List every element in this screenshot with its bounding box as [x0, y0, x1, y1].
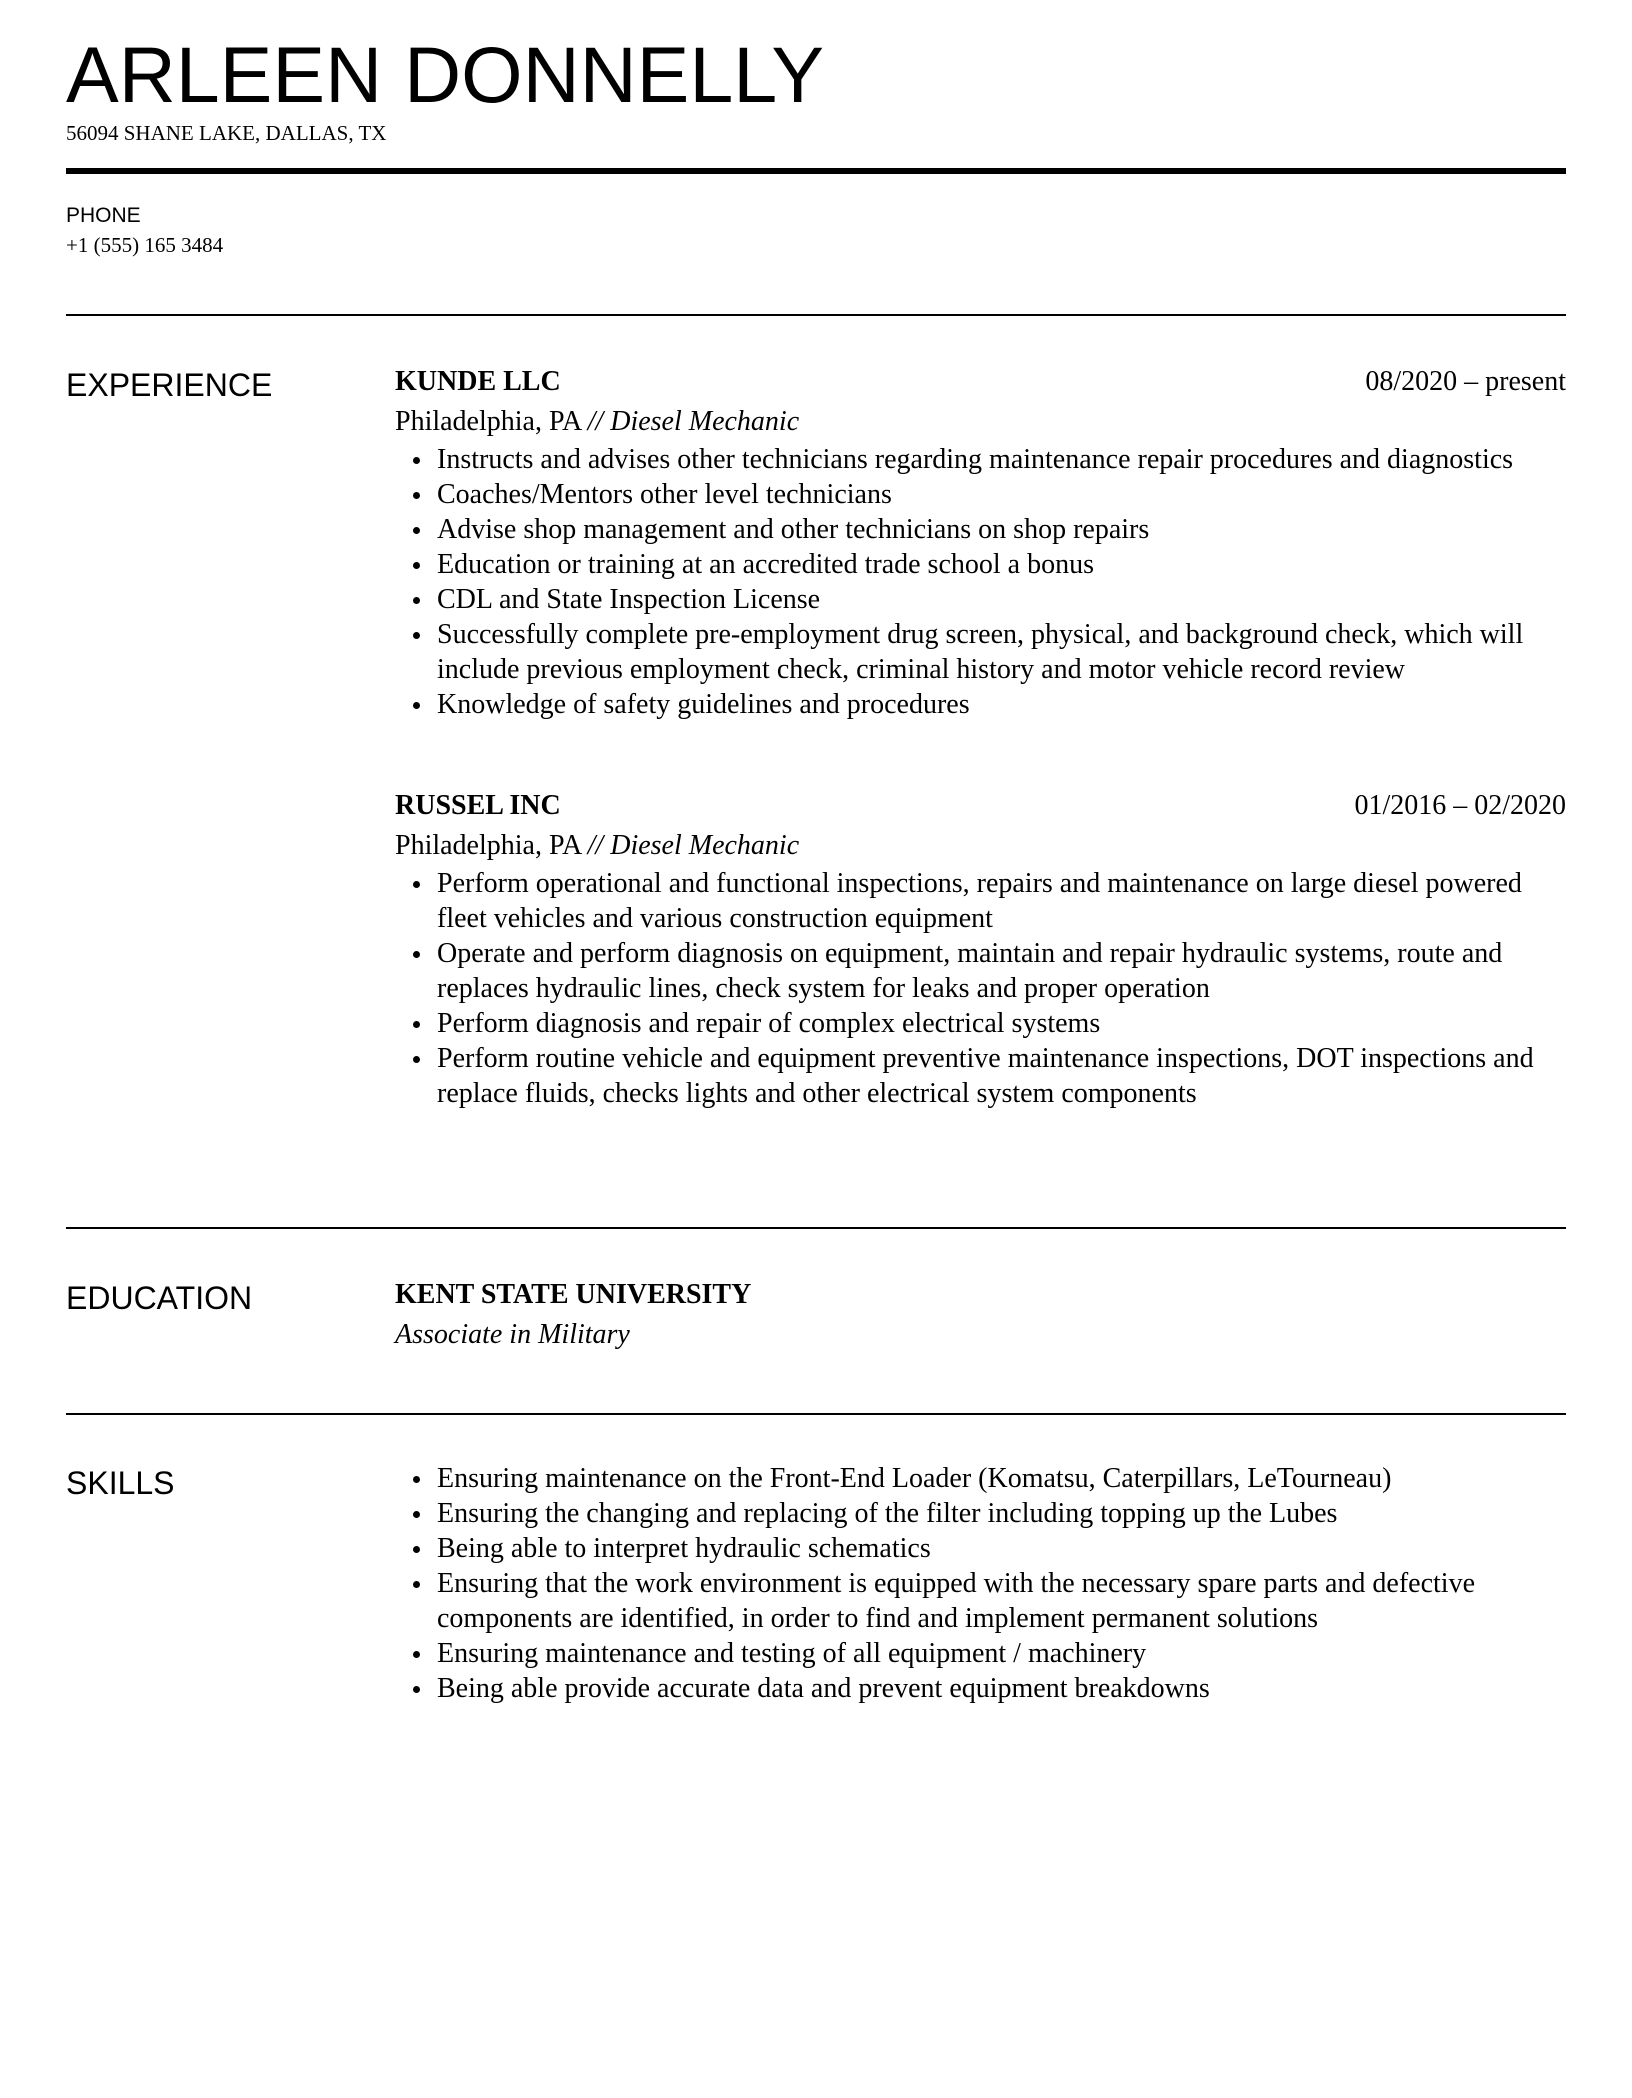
job-bullet: Instructs and advises other technicians regarding maintenance repair procedures and diagnostics [437, 442, 1566, 477]
education-degree: Associate in Military [395, 1319, 630, 1350]
job-dates: 08/2020 – present [1365, 366, 1566, 397]
job-bullets [395, 866, 1566, 1111]
job-bullet: Education or training at an accredited trade school a bonus [437, 547, 1566, 582]
section-title-experience: EXPERIENCE [66, 367, 273, 403]
job-bullet: Coaches/Mentors other level technicians [437, 477, 1566, 512]
job-bullet: Operate and perform diagnosis on equipment, maintain and repair hydraulic systems, route and replaces hydraulic lines, check system for leaks and proper operation [437, 936, 1566, 1006]
skills-content [395, 1461, 1566, 1706]
job-bullet: CDL and State Inspection License [437, 582, 1566, 617]
job-bullet: Successfully complete pre-employment drug screen, physical, and background check, which will include previous employment check, criminal history and motor vehicle record review [437, 617, 1566, 687]
job-subline [395, 402, 1566, 442]
job-bullets [395, 442, 1566, 722]
education-school: KENT STATE UNIVERSITY [395, 1279, 752, 1310]
job-bullet: Knowledge of safety guidelines and procedures [437, 687, 1566, 722]
candidate-address: 56094 SHANE LAKE, DALLAS, TX [66, 121, 387, 145]
job-entry [395, 786, 1566, 1111]
job-role: Diesel Mechanic [610, 830, 800, 861]
divider-education [66, 1227, 1566, 1229]
skill-item: Being able to interpret hydraulic schematics [437, 1531, 1566, 1566]
experience-content [395, 362, 1566, 1111]
job-bullet: Perform routine vehicle and equipment preventive maintenance inspections, DOT inspections and replace fluids, checks lights and other electrical system components [437, 1041, 1566, 1111]
candidate-name: ARLEEN DONNELLY [66, 30, 825, 119]
section-title-skills: SKILLS [66, 1465, 175, 1501]
job-subline [395, 826, 1566, 866]
job-separator: // [587, 406, 604, 437]
job-location: Philadelphia, PA [395, 406, 581, 437]
skill-item: Ensuring that the work environment is equipped with the necessary spare parts and defective components are identified, in order to find and implement permanent solutions [437, 1566, 1566, 1636]
section-title-education: EDUCATION [66, 1280, 253, 1316]
phone-label: PHONE [66, 204, 141, 227]
job-role: Diesel Mechanic [610, 406, 800, 437]
job-header [395, 362, 1566, 402]
header-divider [66, 168, 1566, 174]
job-header [395, 786, 1566, 826]
job-bullet: Perform diagnosis and repair of complex electrical systems [437, 1006, 1566, 1041]
job-company: KUNDE LLC [395, 366, 561, 397]
job-company: RUSSEL INC [395, 790, 561, 821]
job-bullet: Perform operational and functional inspections, repairs and maintenance on large diesel powered fleet vehicles and various construction equipment [437, 866, 1566, 936]
skill-item: Being able provide accurate data and prevent equipment breakdowns [437, 1671, 1566, 1706]
skills-list [395, 1461, 1566, 1706]
skill-item: Ensuring maintenance on the Front-End Loader (Komatsu, Caterpillars, LeTourneau) [437, 1461, 1566, 1496]
skill-item: Ensuring maintenance and testing of all equipment / machinery [437, 1636, 1566, 1671]
education-content [395, 1275, 1566, 1355]
job-location: Philadelphia, PA [395, 830, 581, 861]
job-dates: 01/2016 – 02/2020 [1354, 790, 1566, 821]
job-separator: // [587, 830, 604, 861]
divider-experience [66, 314, 1566, 316]
divider-skills [66, 1413, 1566, 1415]
skill-item: Ensuring the changing and replacing of the filter including topping up the Lubes [437, 1496, 1566, 1531]
phone-value: +1 (555) 165 3484 [66, 233, 224, 257]
job-entry [395, 362, 1566, 722]
job-bullet: Advise shop management and other technicians on shop repairs [437, 512, 1566, 547]
